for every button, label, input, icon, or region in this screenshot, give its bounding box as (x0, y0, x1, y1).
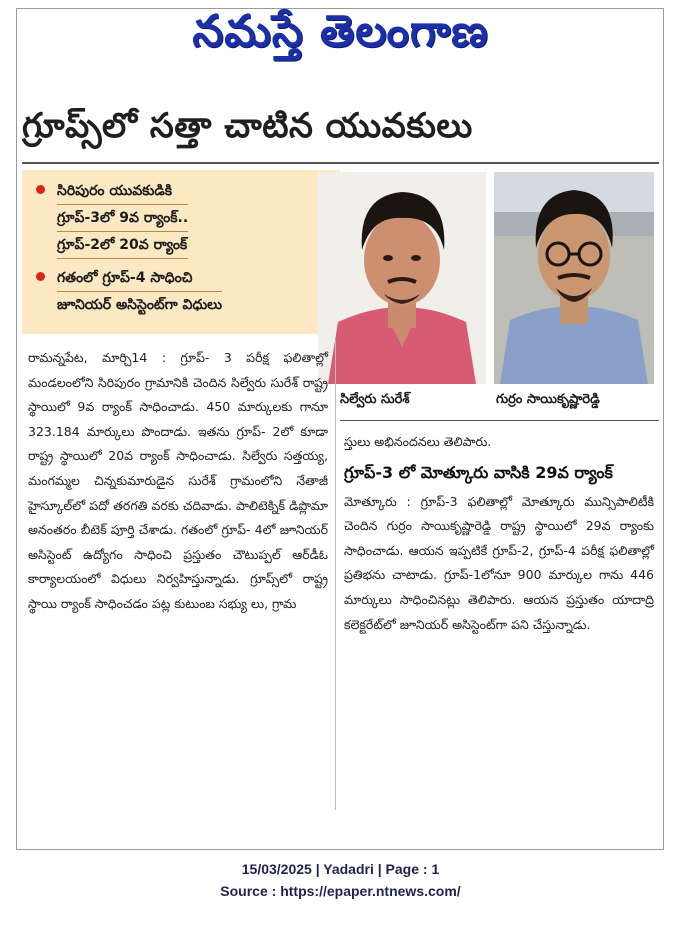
footer-date-edition: 15/03/2025 | Yadadri | Page : 1 (241, 861, 440, 877)
highlight-line: గతంలో గ్రూప్-4 సాధించి (57, 265, 222, 292)
highlight-line: సిరిపురం యువకుడికి (57, 178, 188, 205)
article-body: రామన్నపేట, మార్చి14 : గ్రూప్- 3 పరీక్ష ఫలితాల్లో మండలంలోని సిరిపురం గ్రామానికి చెందిన సిల్వేరు సురేశ్ రాష్ట్ర స్థాయిలో 9వ ర్యాంక్ సాధించాడు. 450 మార్కులకు గానూ 323.184 మార్కులు పొందాడు. ఇతను గ్రూప్‌- 2లో కూడా రాష్ట్ర స్థాయిలో 20వ ర్యాంక్ సాధించాడు. సిల్వేరు సత్తయ్య, మంగమ్మల చిన్నకుమారుడైన సురేశ్ గ్రామంలోని నేతాజీ హైస్కూల్‌లో పదో తరగతి వరకు చదివాడు. పాలిటెక్నిక్ డిప్లొమా అనంతరం బీటెక్ పూర్తి చేశాడు. గతంలో గ్రూప్- 4లో జూనియర్ అసిస్టెంట్ ఉద్యోగం సాధించి ప్రస్తుతం చౌటుప్పల్ ఆర్‌డీఓ కార్యాలయంలో విధులు నిర్వహిస్తున్నాడు. గ్రూప్స్‌లో రాష్ట్ర స్థాయి ర్యాంక్ సాధించడం పట్ల కుటుంబ సభ్యు లు, గ్రామ (28, 350, 328, 611)
photo-caption: గుర్రం సాయికృష్ణారెడ్డి (496, 392, 600, 407)
photo-caption: సిల్వేరు సురేశ్ (340, 392, 410, 407)
highlight-line: గ్రూప్-3లో 9వ ర్యాంక్.. (57, 205, 188, 232)
masthead-logo: నమస్తే తెలంగాణ (192, 6, 489, 57)
headline: గ్రూప్స్‌లో సత్తా చాటిన యువకులు (22, 106, 473, 146)
column-divider (335, 340, 336, 810)
highlight-item (30, 265, 332, 318)
highlight-line: జూనియర్ అసిస్టెంట్‌గా విధులు (57, 297, 222, 313)
caption-divider (340, 420, 659, 421)
highlights-box (22, 170, 340, 334)
sub-headline: గ్రూప్-3 లో మోత్కూరు వాసికి 29వ ర్యాంక్ (344, 462, 613, 482)
portrait-photo-saikrishna (494, 172, 654, 384)
red-bullet-icon (36, 185, 45, 194)
highlight-item (30, 178, 332, 259)
article-column-left (28, 346, 328, 617)
highlight-line: గ్రూప్-2లో 20వ ర్యాంక్ (57, 232, 188, 259)
footer (0, 858, 681, 902)
article-column-right (344, 430, 654, 637)
portrait-image (494, 172, 654, 384)
headline-divider (22, 162, 659, 164)
portrait-photo-suresh (318, 172, 486, 384)
red-bullet-icon (36, 272, 45, 281)
article-continuation: స్తులు అభినందనలు తెలిపారు. (344, 434, 492, 449)
portrait-image (318, 172, 486, 384)
article-body: మోత్కూరు : గ్రూప్-3 ఫలితాల్లో మోత్కూరు మున్సిపాలిటీకి చెందిన గుర్రం సాయికృష్ణారెడ్డి రాష్ట్ర స్థాయిలో 29వ ర్యాంకు సాధించాడు. ఆయన ఇప్పటికే గ్రూప్-2, గ్రూప్-4 పరీక్ష ఫలితాల్లో ప్రతిభను చాటాడు. గ్రూప్-1లోనూ 900 మార్కుల గాను 446 మార్కులు సాధించినట్లు తెలిపారు. ఆయన ప్రస్తుతం యాదాద్రి కలెక్టరేట్‌లో జూనియర్ అసిస్టెంట్‌గా పని చేస్తున్నాడు. (344, 493, 654, 632)
footer-source: Source : https://epaper.ntnews.com/ (220, 883, 461, 899)
